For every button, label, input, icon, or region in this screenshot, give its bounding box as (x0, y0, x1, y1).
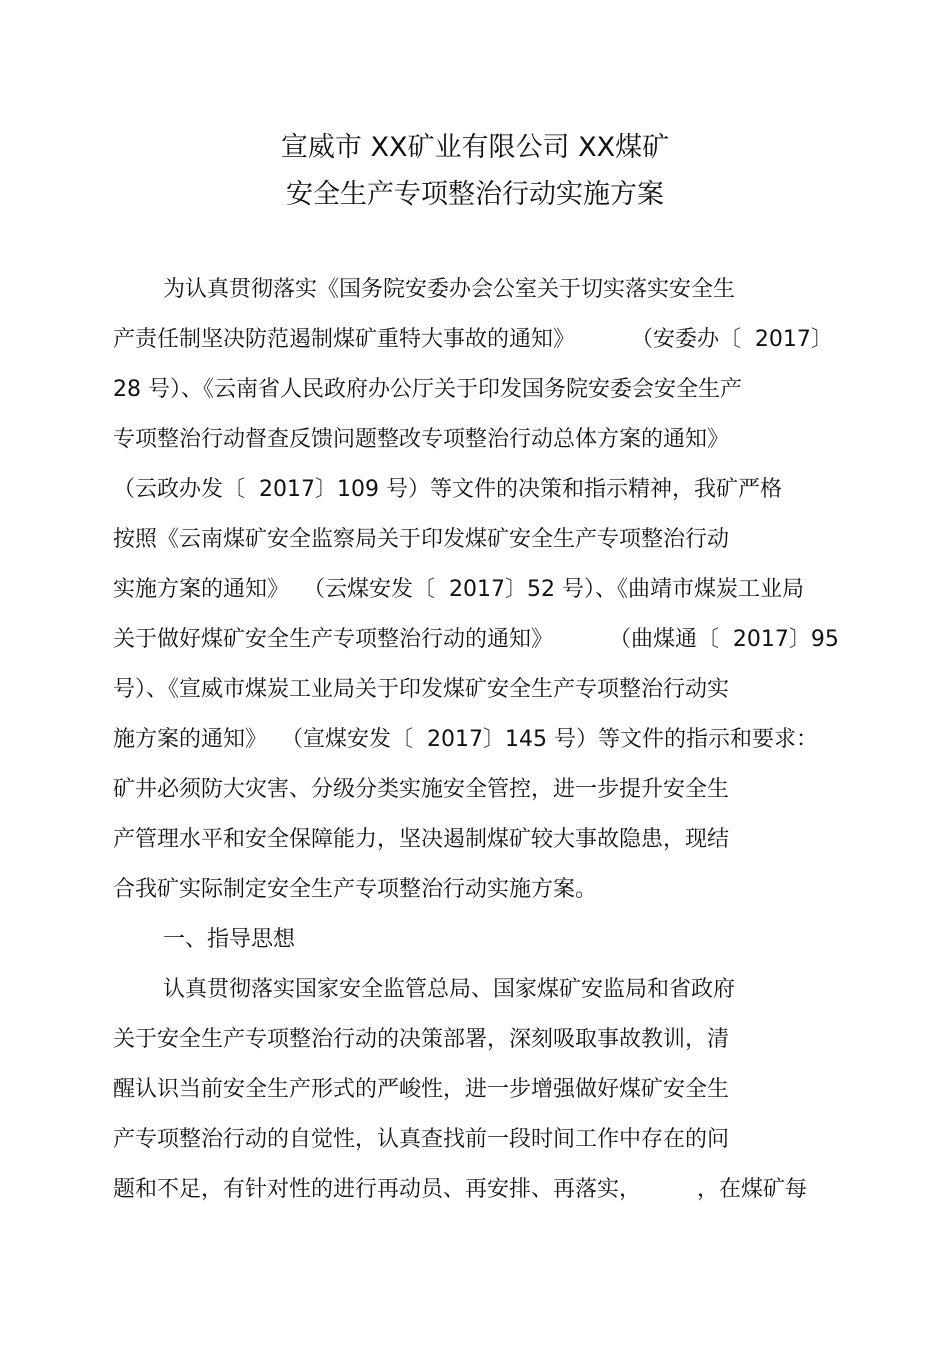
paragraph-line: 醒认识当前安全生产形式的严峻性，进一步增强做好煤矿安全生 (113, 1077, 730, 1102)
paragraph-line: 产管理水平和安全保障能力，坚决遏制煤矿较大事故隐患，现结 (113, 827, 730, 852)
paragraph-line: 认真贯彻落实国家安全监管总局、国家煤矿安监局和省政府 (163, 977, 736, 1002)
paragraph-line: 号）、《宣威市煤炭工业局关于印发煤矿安全生产专项整治行动实 (113, 677, 730, 702)
paragraph-line: 产责任制坚决防范遏制煤矿重特大事故的通知》 （安委办〔 2017〕 (113, 327, 833, 352)
paragraph-line: 施方案的通知》 （宣煤安发〔 2017〕145 号）等文件的指示和要求： (113, 727, 818, 752)
paragraph-line: 按照《云南煤矿安全监察局关于印发煤矿安全生产专项整治行动 (113, 527, 730, 552)
section-heading: 一、指导思想 (163, 927, 296, 952)
paragraph-line: 关于安全生产专项整治行动的决策部署，深刻吸取事故教训，清 (113, 1027, 730, 1052)
paragraph-line: 专项整治行动督查反馈问题整改专项整治行动总体方案的通知》 (113, 427, 730, 452)
paragraph-line: 矿井必须防大灾害、分级分类实施安全管控，进一步提升安全生 (113, 777, 730, 802)
paragraph-line: 合我矿实际制定安全生产专项整治行动实施方案。 (113, 877, 598, 902)
paragraph-line: 关于做好煤矿安全生产专项整治行动的通知》 （曲煤通〔 2017〕95 (113, 627, 839, 652)
paragraph-line: 为认真贯彻落实《国务院安委办会公室关于切实落实安全生 (163, 277, 736, 302)
paragraph-line: （云政办发〔 2017〕109 号）等文件的决策和指示精神，我矿严格 (113, 477, 782, 502)
document-title-line1: 宣威市 XX矿业有限公司 XX煤矿 (280, 132, 670, 163)
paragraph-line: 实施方案的通知》 （云煤安发〔 2017〕52 号）、《曲靖市煤炭工业局 (113, 577, 804, 602)
paragraph-line: 28 号）、《云南省人民政府办公厅关于印发国务院安委会安全生产 (113, 377, 742, 402)
paragraph-line: 产专项整治行动的自觉性，认真查找前一段时间工作中存在的问 (113, 1127, 730, 1152)
paragraph-line: 题和不足，有针对性的进行再动员、再安排、再落实， ，在煤矿每 (113, 1177, 807, 1202)
document-title-line2: 安全生产专项整治行动实施方案 (286, 179, 664, 210)
